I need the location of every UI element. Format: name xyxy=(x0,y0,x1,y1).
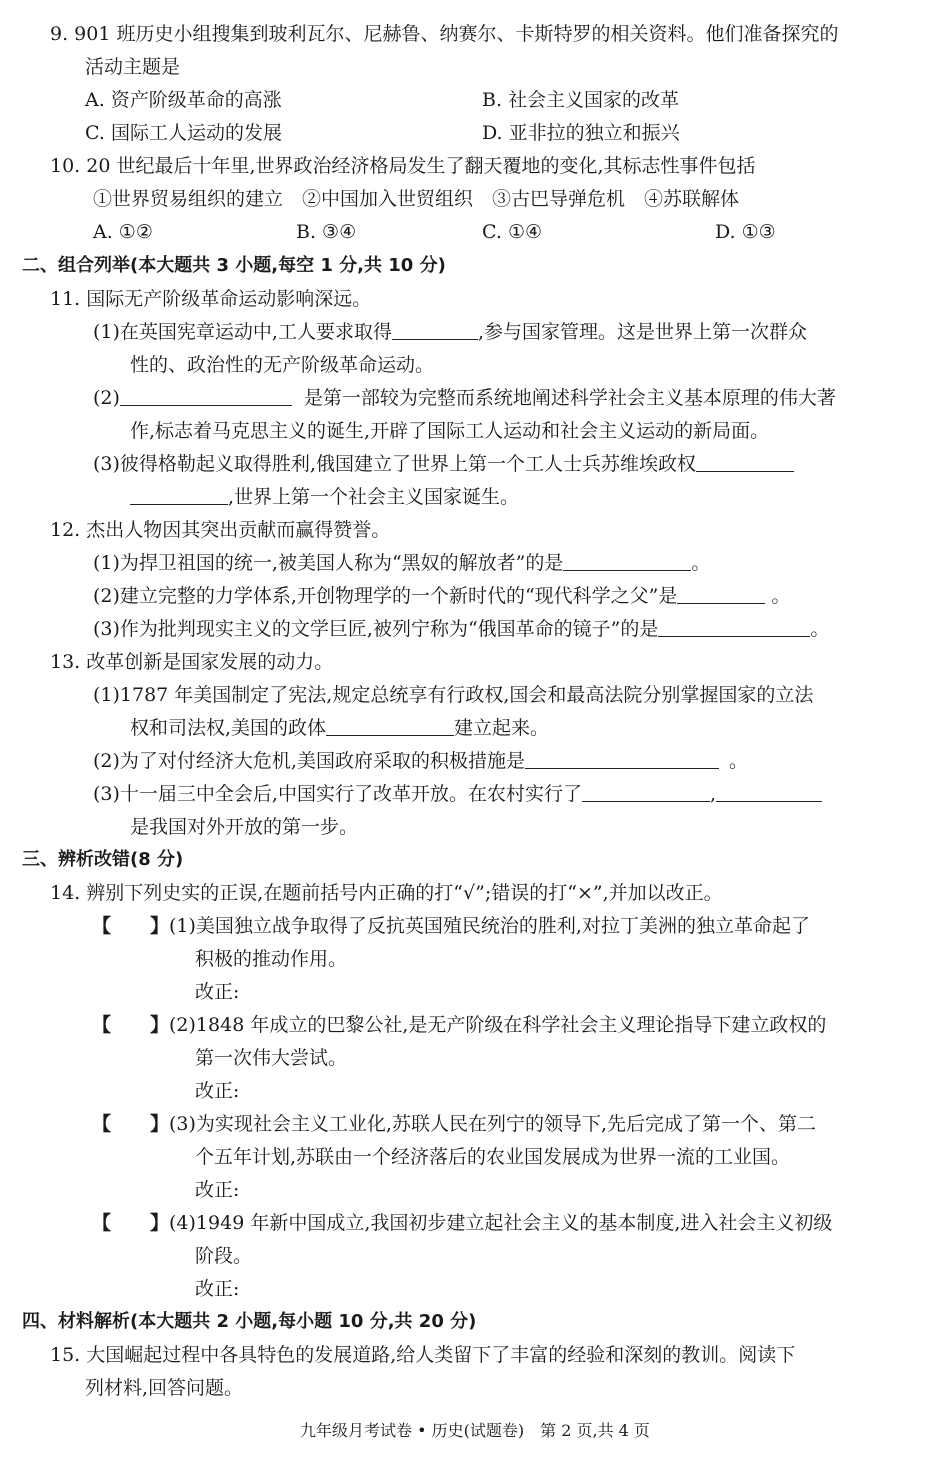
section2-heading: 二、组合列举(本大题共 3 小题,每空 1 分,共 10 分) xyxy=(22,255,446,276)
section4-heading: 四、材料解析(本大题共 2 小题,每小题 10 分,共 20 分) xyxy=(22,1311,477,1332)
q11-part2-text: 是第一部较为完整而系统地阐述科学社会主义基本原理的伟大著 xyxy=(303,387,836,409)
q9-option-b: B. 社会主义国家的改革 xyxy=(482,89,680,111)
q11-part3-text-b: ,世界上第一个社会主义国家诞生。 xyxy=(228,486,520,508)
q11-part2-blank[interactable] xyxy=(120,387,292,406)
q13-part1-text-a: 权和司法权,美国的政体 xyxy=(130,717,327,739)
section3-heading: 三、辨析改错(8 分) xyxy=(22,849,184,870)
q14-item3-line2: 个五年计划,苏联由一个经济落后的农业国发展成为世界一流的工业国。 xyxy=(195,1146,791,1168)
q14-item2-correction: 改正: xyxy=(195,1080,240,1102)
q15-stem-line1: 15. 大国崛起过程中各具特色的发展道路,给人类留下了丰富的经验和深刻的教训。阅读下 xyxy=(50,1344,796,1366)
q10-option-a: A. ①② xyxy=(93,221,153,243)
q12-part2-text: (2)建立完整的力学体系,开创物理学的一个新时代的“现代科学之父”是 xyxy=(93,585,678,607)
q12-part1-end: 。 xyxy=(691,552,711,574)
q14-item1-line2: 积极的推动作用。 xyxy=(195,948,348,970)
q10-items: ①世界贸易组织的建立 ②中国加入世贸组织 ③古巴导弹危机 ④苏联解体 xyxy=(93,188,740,210)
q11-part1-text-b: ,参与国家管理。这是世界上第一次群众 xyxy=(477,321,808,343)
q11-part3-blank-a[interactable] xyxy=(696,453,794,472)
q14-item1-text: (1)美国独立战争取得了反抗英国殖民统治的胜利,对拉丁美洲的独立革命起了 xyxy=(169,915,810,937)
q12-part2 xyxy=(93,584,790,608)
q13-part2-blank[interactable] xyxy=(525,750,719,769)
q14-stem: 14. 辨别下列史实的正误,在题前括号内正确的打“√”;错误的打“×”,并加以改正。 xyxy=(50,882,723,904)
q12-part2-end: 。 xyxy=(771,585,791,607)
q11-part2-line2: 作,标志着马克思主义的诞生,开辟了国际工人运动和社会主义运动的新局面。 xyxy=(130,420,770,442)
q9-option-a: A. 资产阶级革命的高涨 xyxy=(85,89,282,111)
q11-part1-line2: 性的、政治性的无产阶级革命运动。 xyxy=(130,354,435,376)
q12-stem: 12. 杰出人物因其突出贡献而赢得赞誉。 xyxy=(50,519,391,541)
q13-stem: 13. 改革创新是国家发展的动力。 xyxy=(50,651,334,673)
q13-part2 xyxy=(93,749,748,773)
q14-item2-line2: 第一次伟大尝试。 xyxy=(195,1047,348,1069)
q10-option-b: B. ③④ xyxy=(296,221,357,243)
q11-part1-blank[interactable] xyxy=(392,321,478,340)
q14-item4-bracket-open[interactable]: 【 xyxy=(92,1212,112,1234)
q14-item3-bracket-close: 】 xyxy=(150,1113,170,1135)
q9-option-c: C. 国际工人运动的发展 xyxy=(85,122,282,144)
q9-option-d: D. 亚非拉的独立和振兴 xyxy=(482,122,680,144)
q14-item4-line1 xyxy=(150,1211,832,1235)
q12-part1-blank[interactable] xyxy=(563,552,691,571)
q14-item1-bracket-open[interactable]: 【 xyxy=(92,915,112,937)
q11-stem: 11. 国际无产阶级革命运动影响深远。 xyxy=(50,288,372,310)
q12-part1-text: (1)为捍卫祖国的统一,被美国人称为“黑奴的解放者”的是 xyxy=(93,552,564,574)
q13-part1-text-b: 建立起来。 xyxy=(454,717,550,739)
q14-item4-line2: 阶段。 xyxy=(195,1245,253,1267)
q13-part3-blank-a[interactable] xyxy=(582,783,710,802)
q11-part3-text-a: (3)彼得格勒起义取得胜利,俄国建立了世界上第一个工人士兵苏维埃政权 xyxy=(93,453,696,475)
q14-item3-bracket-open[interactable]: 【 xyxy=(92,1113,112,1135)
q12-part3-end: 。 xyxy=(810,618,830,640)
q14-item4-text: (4)1949 年新中国成立,我国初步建立起社会主义的基本制度,进入社会主义初级 xyxy=(169,1212,833,1234)
q12-part3 xyxy=(93,617,829,641)
q14-item4-bracket-close: 】 xyxy=(150,1212,170,1234)
q9-stem-line2: 活动主题是 xyxy=(85,56,181,78)
q12-part3-text: (3)作为批判现实主义的文学巨匠,被列宁称为“俄国革命的镜子”的是 xyxy=(93,618,659,640)
q12-part3-blank[interactable] xyxy=(658,618,810,637)
q14-item3-text: (3)为实现社会主义工业化,苏联人民在列宁的领导下,先后完成了第一个、第二 xyxy=(169,1113,817,1135)
q14-item2-bracket-open[interactable]: 【 xyxy=(92,1014,112,1036)
q11-part1-line1 xyxy=(93,320,807,344)
q13-part2-text: (2)为了对付经济大危机,美国政府采取的积极措施是 xyxy=(93,750,525,772)
q14-item3-correction: 改正: xyxy=(195,1179,240,1201)
q14-item3-line1 xyxy=(150,1112,816,1136)
q13-part3-blank-b[interactable] xyxy=(716,783,822,802)
q10-option-c: C. ①④ xyxy=(482,221,543,243)
q10-stem: 10. 20 世纪最后十年里,世界政治经济格局发生了翻天覆地的变化,其标志性事件包括 xyxy=(50,155,756,177)
q9-stem-line1: 9. 901 班历史小组搜集到玻利瓦尔、尼赫鲁、纳赛尔、卡斯特罗的相关资料。他们准备探究的 xyxy=(50,23,839,45)
q12-part1 xyxy=(93,551,710,575)
q14-item4-correction: 改正: xyxy=(195,1278,240,1300)
q13-part1-line1: (1)1787 年美国制定了宪法,规定总统享有行政权,国会和最高法院分别掌握国家的立法 xyxy=(93,684,814,706)
q10-option-d: D. ①③ xyxy=(715,221,776,243)
q13-part3-line1 xyxy=(93,782,822,806)
q11-part3-line2 xyxy=(130,485,519,509)
q13-part2-end: 。 xyxy=(728,750,748,772)
q11-part1-text-a: (1)在英国宪章运动中,工人要求取得 xyxy=(93,321,392,343)
q14-item1-line1 xyxy=(150,914,810,938)
q11-part2-line1 xyxy=(93,386,836,410)
q15-stem-line2: 列材料,回答问题。 xyxy=(85,1377,244,1399)
q12-part2-blank[interactable] xyxy=(677,585,765,604)
q14-item2-text: (2)1848 年成立的巴黎公社,是无产阶级在科学社会主义理论指导下建立政权的 xyxy=(169,1014,827,1036)
q14-item2-line1 xyxy=(150,1013,826,1037)
q13-part1-line2 xyxy=(130,716,549,740)
q13-part3-line2: 是我国对外开放的第一步。 xyxy=(130,816,359,838)
q11-part3-line1 xyxy=(93,452,794,476)
q11-part2-label: (2) xyxy=(93,387,120,409)
q11-part3-blank-b[interactable] xyxy=(130,486,228,505)
q13-part3-text-a: (3)十一届三中全会后,中国实行了改革开放。在农村实行了 xyxy=(93,783,582,805)
q13-part3-comma: , xyxy=(709,783,717,805)
q14-item1-correction: 改正: xyxy=(195,981,240,1003)
page-footer: 九年级月考试卷 • 历史(试题卷) 第 2 页,共 4 页 xyxy=(300,1421,650,1440)
q13-part1-blank[interactable] xyxy=(326,717,454,736)
q14-item1-bracket-close: 】 xyxy=(150,915,170,937)
q14-item2-bracket-close: 】 xyxy=(150,1014,170,1036)
